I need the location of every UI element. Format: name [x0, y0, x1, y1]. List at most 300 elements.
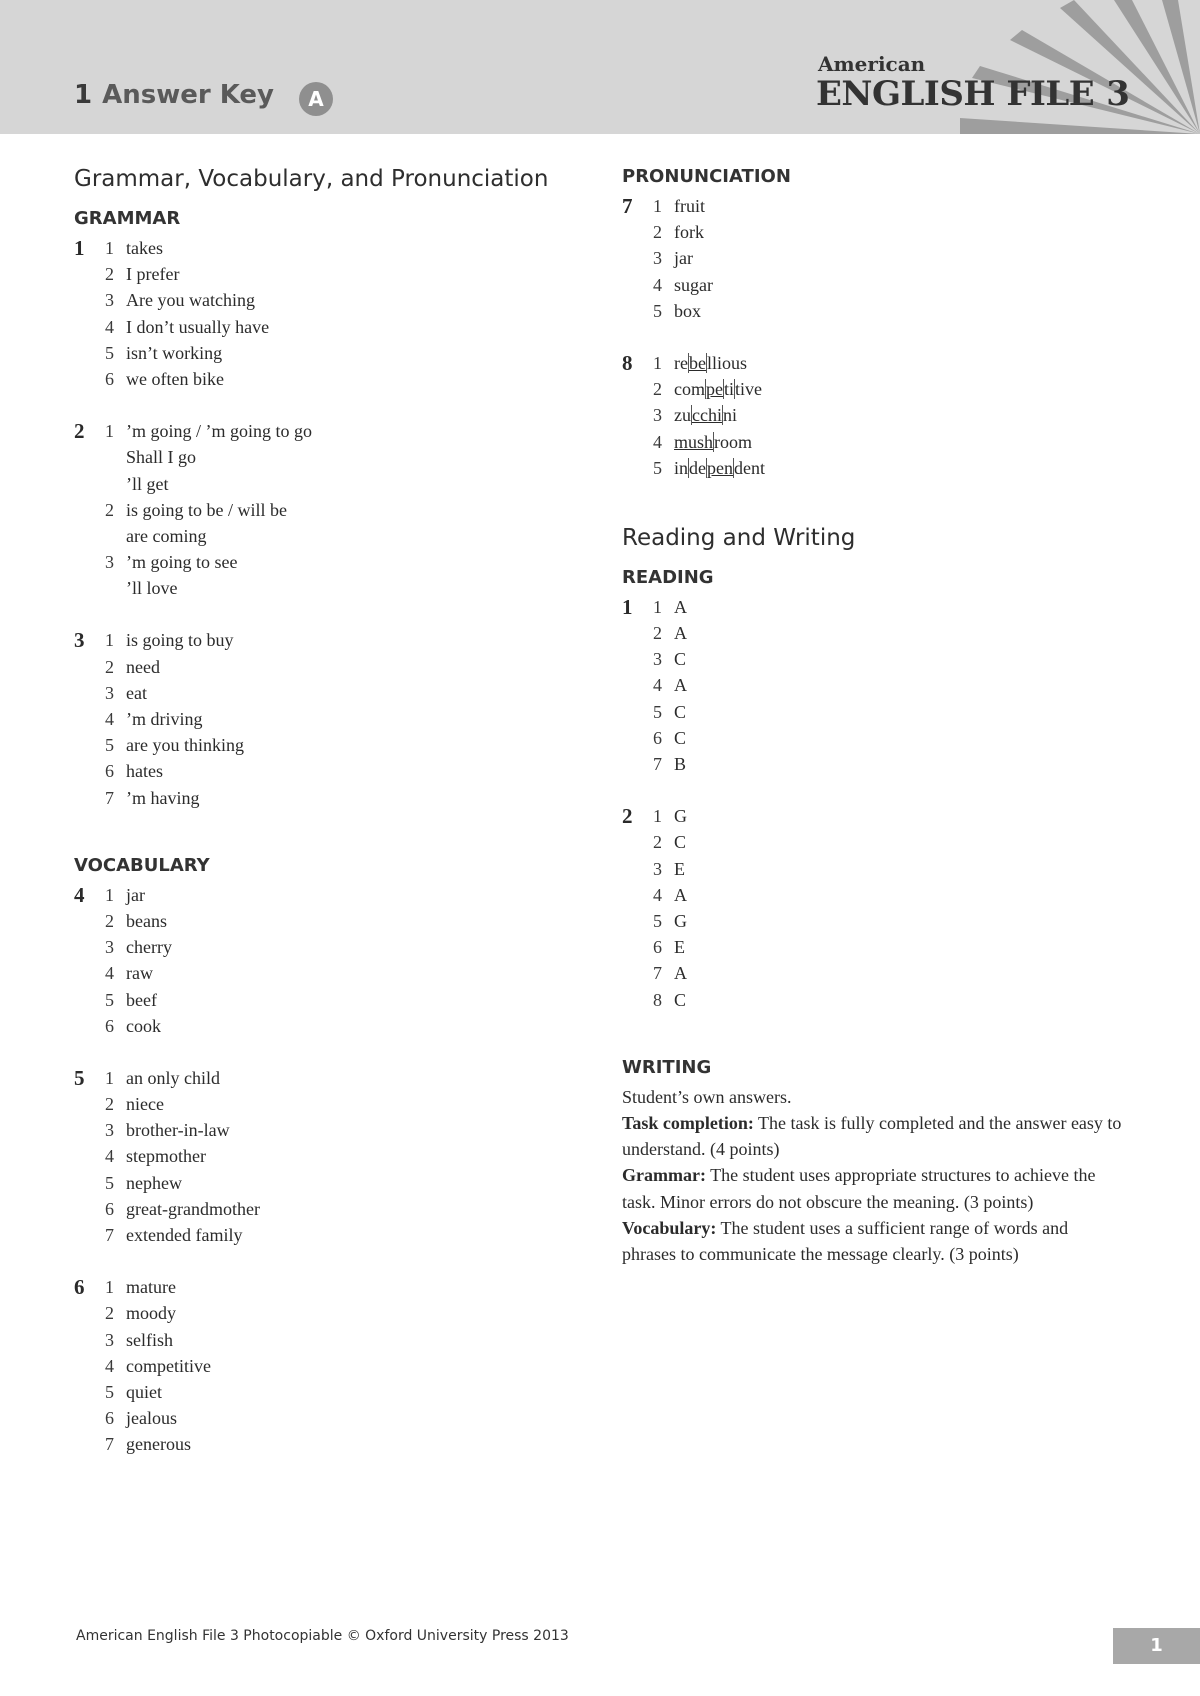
answer-row: [622, 245, 1122, 271]
exercise-number: [74, 523, 92, 549]
answer-row: [622, 376, 1122, 402]
item-number: 2: [105, 656, 114, 677]
answer-row: [622, 298, 1122, 324]
answer-text: A: [674, 884, 687, 905]
exercise-number: [622, 402, 640, 428]
exercise-number: [74, 1196, 92, 1222]
item-number: 4: [105, 709, 114, 729]
answer-row: [622, 620, 1122, 646]
exercise-6: [74, 1274, 594, 1457]
exercise-number: [622, 429, 640, 455]
exercise-number: [74, 261, 92, 287]
section-title-gvp: Grammar, Vocabulary, and Pronunciation: [74, 166, 549, 192]
item-number: 6: [105, 1408, 114, 1429]
exercise-2: [74, 418, 594, 601]
exercise-number: 3: [74, 628, 85, 653]
answer-text: B: [674, 754, 687, 774]
answer-row: [622, 934, 1122, 960]
answer-row: [622, 455, 1122, 481]
item-number: 1: [653, 196, 662, 216]
answer-row: [74, 366, 594, 392]
item-number: 6: [105, 1198, 114, 1219]
exercise-number: [74, 444, 92, 470]
answer-row: [74, 523, 594, 549]
exercise-number: 4: [74, 882, 85, 907]
exercise-number: [622, 751, 640, 777]
exercise-number: [74, 1143, 92, 1169]
exercise-number: [74, 987, 92, 1013]
answer-row: [74, 261, 594, 287]
item-number: 3: [653, 405, 662, 426]
answer-text: ’m having: [126, 787, 200, 808]
item-number: [92, 471, 126, 497]
item-number: 3: [105, 1329, 114, 1350]
answer-text: ’m going / ’m going to go: [126, 421, 312, 442]
syllable: de: [689, 457, 707, 478]
answer-row: [74, 287, 594, 313]
answer-text: Shall I go: [126, 447, 196, 468]
answer-row: [622, 803, 1122, 829]
item-number: 2: [653, 832, 662, 853]
answer-text: brother-in-law: [126, 1120, 230, 1141]
exercise-number: [74, 785, 92, 811]
item-number: 5: [105, 735, 114, 756]
answer-row: [74, 497, 594, 523]
exercise-number: [74, 1405, 92, 1431]
item-number: 4: [653, 884, 662, 905]
exercise-number: [622, 245, 640, 271]
exercise-number: 5: [74, 1065, 85, 1090]
subheading-vocabulary: VOCABULARY: [74, 854, 210, 876]
stressed-syllable: be: [688, 352, 706, 373]
item-number: 3: [105, 290, 114, 311]
exercise-number: [622, 219, 640, 245]
exercise-number: [622, 455, 640, 481]
answer-row: [622, 219, 1122, 245]
answer-text: extended family: [126, 1225, 243, 1245]
exercise-number: [74, 706, 92, 732]
exercise-number: 1: [74, 236, 85, 260]
answer-row: [74, 908, 594, 934]
writing-grammar: Grammar: The student uses appropriate structures to achieve the task. Minor errors do not obscure the meaning. (3 points): [622, 1165, 1096, 1212]
item-number: 6: [653, 727, 662, 748]
item-number: 8: [653, 989, 662, 1010]
answer-row: [74, 1196, 594, 1222]
item-number: 4: [653, 274, 662, 295]
item-number: 3: [105, 682, 114, 703]
syllable: re: [674, 352, 688, 373]
answer-text: is going to be / will be: [126, 499, 287, 520]
answer-row: [74, 1327, 594, 1353]
answer-row: [74, 1117, 594, 1143]
answer-row: [622, 987, 1122, 1013]
answer-text: an only child: [126, 1067, 220, 1088]
answer-text: competitive: [126, 1355, 211, 1376]
answer-row: [74, 1143, 594, 1169]
brand-american: American: [818, 52, 926, 76]
exercise-number: [622, 934, 640, 960]
exercise-number: [74, 366, 92, 392]
stressed-syllable: pen: [707, 457, 734, 478]
answer-text: C: [674, 832, 687, 853]
answer-row: [74, 1091, 594, 1117]
answer-text: [674, 376, 762, 402]
answer-text: ’ll love: [126, 578, 178, 599]
answer-row: [74, 987, 594, 1013]
exercise-number: [74, 732, 92, 758]
item-number: 3: [653, 858, 662, 879]
item-number: 4: [105, 1355, 114, 1376]
answer-text: G: [674, 910, 687, 931]
item-number: 6: [105, 1015, 114, 1036]
exercise-number: [74, 314, 92, 340]
item-number: 5: [653, 910, 662, 931]
answer-text: need: [126, 656, 160, 677]
syllable: dent: [734, 457, 766, 478]
answer-text: C: [674, 989, 687, 1010]
item-number: 4: [105, 963, 114, 984]
stressed-syllable: cchi: [692, 405, 722, 426]
answer-row: [74, 235, 594, 261]
right-column: [622, 166, 1122, 1267]
answer-text: beans: [126, 910, 167, 931]
answer-text: E: [674, 858, 685, 879]
item-number: 1: [105, 238, 114, 258]
answer-row: [74, 1222, 594, 1248]
exercise-number: [74, 1170, 92, 1196]
answer-row: [74, 680, 594, 706]
answer-row: [622, 193, 1122, 219]
exercise-number: [622, 298, 640, 324]
exercise-number: [74, 575, 92, 601]
exercise-number: 2: [74, 419, 85, 444]
item-number: 4: [105, 316, 114, 337]
item-number: 5: [105, 989, 114, 1010]
page-header: [0, 0, 1200, 134]
stressed-syllable: mush: [674, 431, 714, 452]
answer-text: E: [674, 937, 685, 958]
item-number: [92, 523, 126, 549]
answer-row: [74, 1300, 594, 1326]
item-number: 2: [653, 379, 662, 400]
item-number: 1: [653, 352, 662, 373]
version-badge: A: [299, 82, 333, 116]
exercise-number: [74, 1222, 92, 1248]
answer-text: A: [674, 596, 687, 617]
answer-text: Are you watching: [126, 290, 255, 311]
answer-row: [74, 471, 594, 497]
exercise-number: [622, 908, 640, 934]
answer-text: are coming: [126, 525, 207, 546]
answer-row: [622, 908, 1122, 934]
answer-text: nephew: [126, 1172, 182, 1193]
answer-text: we often bike: [126, 368, 224, 389]
syllable: com: [674, 379, 705, 400]
answer-row: [74, 340, 594, 366]
item-number: 7: [105, 787, 114, 808]
item-number: 2: [105, 1094, 114, 1115]
exercise-number: [622, 882, 640, 908]
answer-text: takes: [126, 238, 163, 258]
item-number: 2: [105, 499, 114, 520]
answer-row: [74, 314, 594, 340]
item-number: 5: [105, 1172, 114, 1193]
writing-vocabulary: Vocabulary: The student uses a sufficient range of words and phrases to communicate the message clearly. (3 points): [622, 1217, 1069, 1264]
item-number: 6: [653, 937, 662, 958]
section-title-reading-writing: Reading and Writing: [622, 524, 856, 551]
answer-row: [74, 732, 594, 758]
left-column: [74, 166, 594, 1484]
answer-text: ’m going to see: [126, 552, 238, 573]
exercise-number: [74, 654, 92, 680]
exercise-number: [622, 987, 640, 1013]
answer-row: [74, 575, 594, 601]
item-number: 7: [653, 754, 662, 774]
item-number: 3: [105, 552, 114, 573]
answer-text: quiet: [126, 1381, 162, 1402]
item-number: [92, 444, 126, 470]
answer-text: C: [674, 727, 687, 748]
exercise-number: [622, 672, 640, 698]
answer-text: A: [674, 623, 687, 644]
answer-text: fruit: [674, 196, 705, 216]
answer-row: [622, 272, 1122, 298]
subheading-writing: WRITING: [622, 1056, 712, 1078]
reading-exercise-2: [622, 803, 1122, 1013]
item-number: 4: [653, 675, 662, 696]
footer-copyright: American English File 3 Photocopiable © Oxford University Press 2013: [76, 1628, 569, 1644]
syllable: in: [674, 457, 689, 478]
answer-row: [622, 672, 1122, 698]
answer-row: [74, 934, 594, 960]
syllable: tive: [735, 379, 763, 400]
item-number: 2: [105, 264, 114, 285]
answer-text: [674, 429, 752, 455]
item-number: 1: [105, 1277, 114, 1298]
answer-row: [74, 785, 594, 811]
exercise-number: [74, 680, 92, 706]
answer-text: [674, 350, 747, 376]
answer-text: I prefer: [126, 264, 180, 285]
exercise-4: [74, 882, 594, 1039]
answer-text: C: [674, 649, 687, 670]
answer-text: niece: [126, 1094, 164, 1115]
exercise-number: [74, 934, 92, 960]
item-number: 7: [105, 1225, 114, 1245]
exercise-number: [74, 1327, 92, 1353]
item-number: [92, 575, 126, 601]
subheading-reading: READING: [622, 566, 714, 588]
item-number: 3: [653, 248, 662, 269]
exercise-number: [74, 549, 92, 575]
answer-row: [622, 429, 1122, 455]
item-number: 6: [105, 368, 114, 389]
answer-text: sugar: [674, 274, 713, 295]
exercise-1: [74, 235, 594, 392]
item-number: 3: [653, 649, 662, 670]
answer-row: [74, 549, 594, 575]
answer-text: A: [674, 963, 687, 984]
answer-text: is going to buy: [126, 630, 234, 651]
syllable: room: [714, 431, 753, 452]
answer-row: [74, 1170, 594, 1196]
answer-text: cherry: [126, 937, 172, 958]
exercise-number: [74, 1379, 92, 1405]
answer-row: [622, 882, 1122, 908]
item-number: 1: [105, 1067, 114, 1088]
answer-row: [74, 706, 594, 732]
exercise-number: [74, 1300, 92, 1326]
answer-text: ’m driving: [126, 709, 203, 729]
exercise-3: [74, 627, 594, 810]
syllable: llious: [706, 352, 747, 373]
item-number: 4: [653, 431, 662, 452]
answer-text: selfish: [126, 1329, 173, 1350]
answer-row: [622, 960, 1122, 986]
item-number: 2: [653, 222, 662, 243]
answer-row: [74, 960, 594, 986]
answer-row: [74, 1274, 594, 1300]
writing-task-completion: Task completion: The task is fully completed and the answer easy to understand. (4 points): [622, 1112, 1122, 1160]
item-number: 7: [653, 963, 662, 984]
exercise-number: [622, 272, 640, 298]
answer-text: jar: [674, 248, 693, 269]
answer-row: [74, 1379, 594, 1405]
exercise-number: [622, 376, 640, 402]
subheading-pronunciation: PRONUNCIATION: [622, 166, 791, 187]
answer-text: are you thinking: [126, 735, 244, 756]
item-number: 5: [105, 1381, 114, 1402]
exercise-number: 1: [622, 594, 633, 619]
exercise-number: 8: [622, 350, 633, 375]
answer-row: [622, 699, 1122, 725]
answer-row: [74, 654, 594, 680]
answer-row: [622, 751, 1122, 777]
item-number: 3: [105, 937, 114, 958]
answer-text: beef: [126, 989, 157, 1010]
exercise-number: [622, 725, 640, 751]
answer-row: [74, 1405, 594, 1431]
answer-row: [74, 627, 594, 653]
answer-text: cook: [126, 1015, 161, 1036]
answer-row: [622, 725, 1122, 751]
exercise-number: [622, 699, 640, 725]
answer-row: [74, 882, 594, 908]
item-number: 1: [653, 596, 662, 617]
exercise-number: 7: [622, 194, 633, 218]
answer-text: great-grandmother: [126, 1198, 260, 1219]
reading-exercise-1: [622, 594, 1122, 777]
item-number: 2: [105, 1303, 114, 1324]
exercise-number: [74, 1353, 92, 1379]
exercise-number: [74, 1117, 92, 1143]
answer-text: G: [674, 806, 687, 827]
exercise-5: [74, 1065, 594, 1248]
answer-row: [622, 594, 1122, 620]
answer-text: ’ll get: [126, 473, 169, 494]
exercise-number: [622, 829, 640, 855]
syllable: ti: [724, 379, 735, 400]
answer-text: jealous: [126, 1408, 177, 1429]
answer-text: [674, 402, 737, 428]
exercise-number: [74, 960, 92, 986]
exercise-number: 2: [622, 804, 633, 829]
item-number: 2: [105, 910, 114, 931]
answer-text: fork: [674, 222, 704, 243]
exercise-number: [622, 960, 640, 986]
item-number: 1: [105, 630, 114, 651]
unit-heading: 1 Answer Key: [74, 80, 275, 110]
exercise-number: 6: [74, 1275, 85, 1300]
exercise-7: [622, 193, 1122, 324]
answer-row: [74, 1065, 594, 1091]
answer-row: [74, 418, 594, 444]
answer-row: [74, 1353, 594, 1379]
exercise-8: [622, 350, 1122, 481]
answer-text: hates: [126, 761, 163, 782]
subheading-grammar: GRAMMAR: [74, 208, 181, 229]
answer-row: [74, 444, 594, 470]
answer-text: stepmother: [126, 1146, 206, 1167]
syllable: zu: [674, 405, 691, 426]
writing-intro: Student’s own answers.: [622, 1086, 792, 1107]
item-number: 4: [105, 1146, 114, 1167]
exercise-number: [622, 856, 640, 882]
answer-row: [622, 350, 1122, 376]
answer-text: eat: [126, 682, 147, 703]
answer-row: [74, 1431, 594, 1457]
answer-row: [74, 758, 594, 784]
exercise-number: [74, 908, 92, 934]
answer-row: [622, 829, 1122, 855]
item-number: 7: [105, 1434, 114, 1455]
item-number: 6: [105, 761, 114, 782]
answer-text: raw: [126, 963, 153, 984]
answer-text: I don’t usually have: [126, 316, 270, 337]
stressed-syllable: pe: [706, 379, 723, 400]
answer-row: [622, 646, 1122, 672]
item-number: 1: [105, 884, 114, 905]
exercise-number: [74, 497, 92, 523]
answer-text: A: [674, 675, 687, 696]
exercise-number: [622, 646, 640, 672]
answer-row: [622, 856, 1122, 882]
answer-text: mature: [126, 1277, 176, 1298]
exercise-number: [74, 340, 92, 366]
exercise-number: [622, 620, 640, 646]
item-number: 1: [105, 421, 114, 442]
answer-text: moody: [126, 1303, 177, 1324]
exercise-number: [74, 758, 92, 784]
exercise-number: [74, 1091, 92, 1117]
answer-row: [622, 402, 1122, 428]
page-number: 1: [1113, 1628, 1200, 1664]
item-number: 5: [653, 457, 662, 478]
writing-criteria: [622, 1084, 1122, 1267]
answer-text: C: [674, 701, 687, 722]
answer-text: generous: [126, 1434, 191, 1455]
answer-text: isn’t working: [126, 342, 223, 363]
exercise-number: [74, 287, 92, 313]
item-number: 2: [653, 623, 662, 644]
exercise-number: [74, 1431, 92, 1457]
exercise-number: [74, 471, 92, 497]
answer-text: box: [674, 300, 701, 321]
item-number: 5: [653, 300, 662, 321]
item-number: 5: [653, 701, 662, 722]
syllable: ni: [722, 405, 737, 426]
item-number: 1: [653, 806, 662, 827]
